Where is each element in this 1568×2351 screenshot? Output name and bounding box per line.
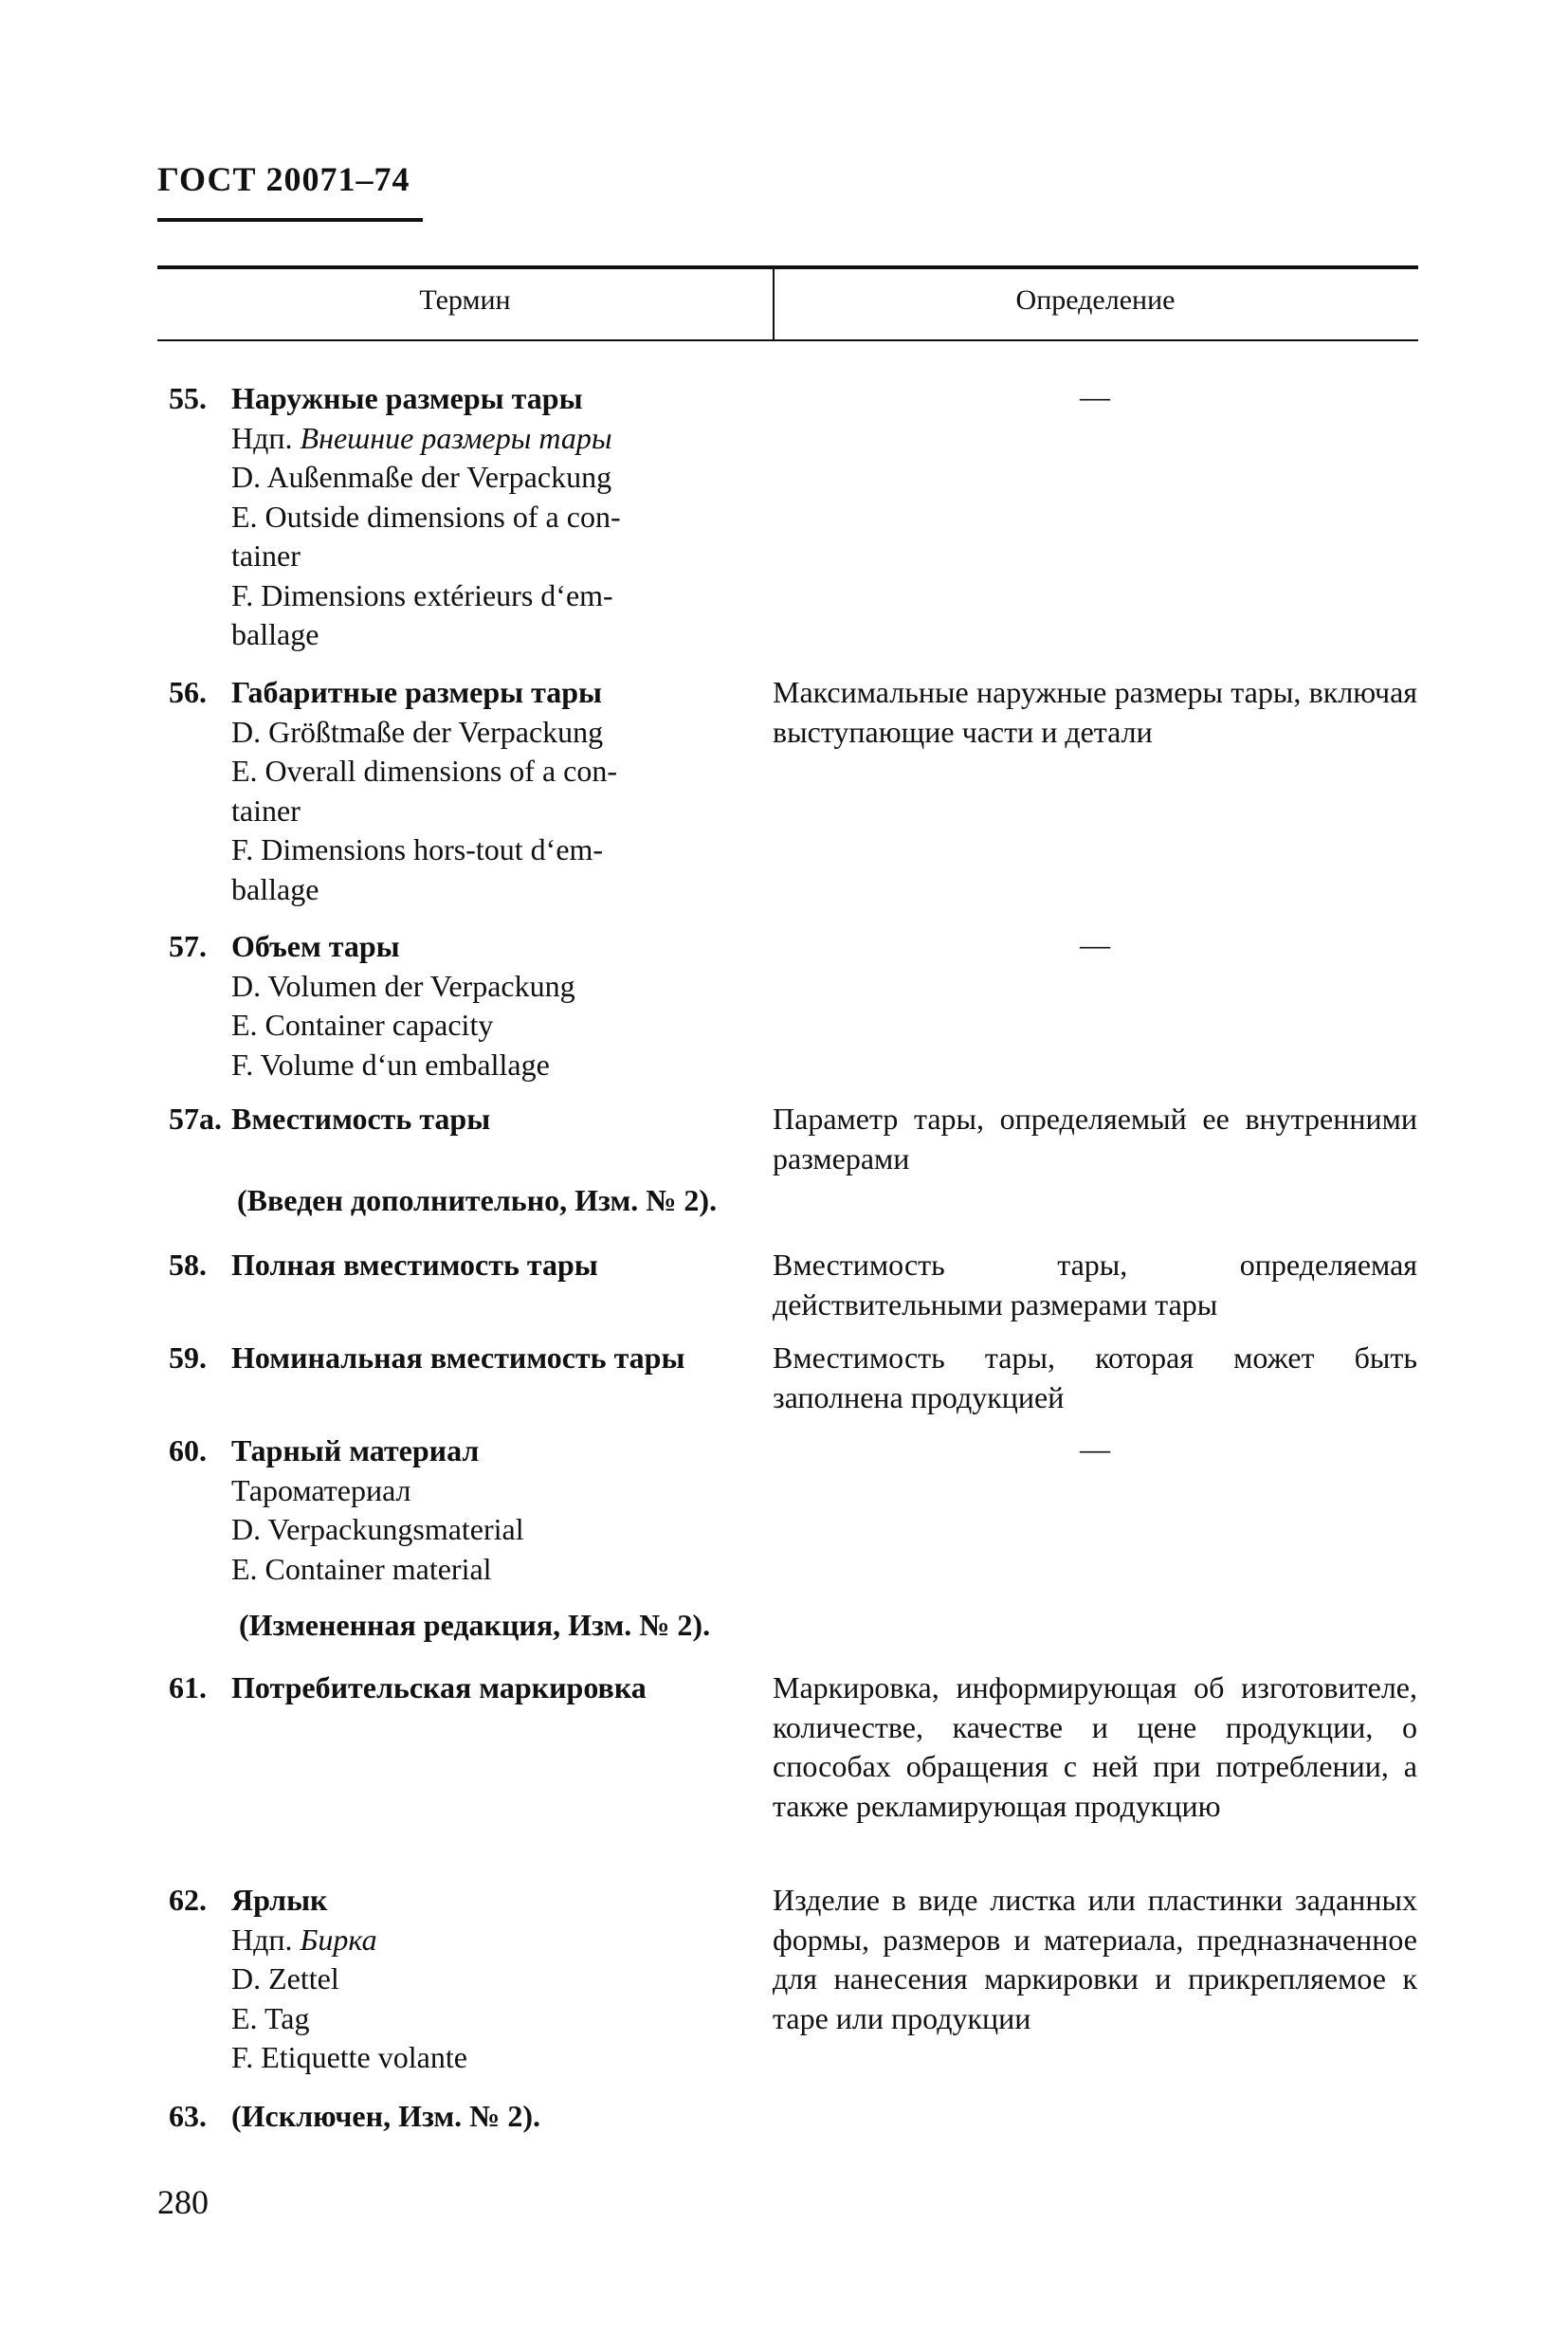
definition-text: Вместимость тары, определяемая действительными размерами тары [773,1248,1417,1321]
non-recommended-term: Ндп. Внешние размеры тары [231,420,612,455]
synonym-term: Тароматериал [231,1472,411,1507]
foreign-equivalent: ballage [231,871,319,906]
entry-number: 55. [169,381,207,415]
term-main: Наружные размеры тары [231,381,583,415]
definition-text: Максимальные наружные размеры тары, включая выступающие части и детали [773,675,1417,749]
entry-number: 59. [169,1340,207,1375]
term-block [231,1881,762,2078]
entry-number: 61. [169,1670,207,1704]
page-number: 280 [157,2183,209,2221]
term-main: Объем тары [231,929,400,963]
term-block [231,673,762,909]
foreign-equivalent: F. Dimensions extérieurs d‘em- [231,577,613,612]
term-block [231,1100,762,1139]
term-block [231,1339,762,1378]
definition-dash: — [1080,1431,1110,1466]
foreign-equivalent: F. Dimensions hors-tout d‘em- [231,832,604,866]
foreign-equivalent: tainer [231,793,301,828]
table-top-rule [157,265,1418,269]
term-main: Тарный материал [231,1433,480,1467]
foreign-equivalent: D. Größtmaße der Verpackung [231,714,604,749]
term-block [231,1431,762,1589]
term-main: Ярлык [231,1883,328,1917]
definition-dash: — [1080,927,1110,961]
foreign-equivalent: E. Outside dimensions of a con- [231,499,621,534]
header-rule [157,339,1418,341]
document-code: ГОСТ 20071–74 [157,160,410,198]
definition-text: Изделие в виде листка или пластинки заданных формы, размеров и материала, предназначенное для нанесения маркировки и прикрепляемое к таре или продукции [773,1883,1417,2035]
foreign-equivalent: E. Container material [231,1551,492,1586]
foreign-equivalent: D. Verpackungsmaterial [231,1512,524,1546]
amendment-note: (Измененная редакция, Изм. № 2). [239,1608,711,1642]
term-main: Номинальная вместимость тары [231,1340,685,1375]
foreign-equivalent: F. Volume d‘un emballage [231,1047,550,1082]
term-block [231,1668,762,1708]
term-main: Полная вместимость тары [231,1248,598,1282]
definition-text: Параметр тары, определяемый ее внутренними размерами [773,1102,1417,1176]
term-main: Вместимость тары [231,1102,491,1136]
foreign-equivalent: D. Außenmaße der Verpackung [231,460,612,494]
foreign-equivalent: E. Container capacity [231,1008,494,1042]
term-main: (Исключен, Изм. № 2). [231,2099,540,2133]
foreign-equivalent: E. Tag [231,2000,310,2035]
amendment-note: (Введен дополнительно, Изм. № 2). [237,1183,718,1217]
entry-number: 60. [169,1433,207,1467]
document-code-underline [157,218,423,222]
column-header-term: Термин [419,284,511,316]
entry-number: 57а. [169,1102,222,1136]
entry-number: 57. [169,929,207,963]
foreign-equivalent: D. Zettel [231,1961,339,1996]
column-header-definition: Определение [1015,284,1176,316]
term-block [231,927,762,1084]
foreign-equivalent: ballage [231,617,319,651]
definition-dash: — [1080,379,1110,413]
term-main: Габаритные размеры тары [231,675,602,709]
term-block [231,1246,762,1285]
term-block [231,379,762,655]
non-recommended-term: Ндп. Бирка [231,1922,377,1957]
entry-number: 58. [169,1248,207,1282]
term-block [231,2097,762,2137]
foreign-equivalent: D. Volumen der Verpackung [231,968,575,1003]
entry-number: 56. [169,675,207,709]
entry-number: 63. [169,2099,207,2133]
definition-text: Вместимость тары, которая может быть заполнена продукцией [773,1340,1417,1414]
definition-text: Маркировка, информирующая об изготовителе, количестве, качестве и цене продукции, о способах обращения с ней при потреблении, а также рекламирующая продукцию [773,1670,1417,1823]
foreign-equivalent: tainer [231,538,301,573]
entry-number: 62. [169,1883,207,1917]
foreign-equivalent: F. Etiquette volante [231,2040,467,2074]
term-main: Потребительская маркировка [231,1670,647,1704]
foreign-equivalent: E. Overall dimensions of a con- [231,754,617,788]
